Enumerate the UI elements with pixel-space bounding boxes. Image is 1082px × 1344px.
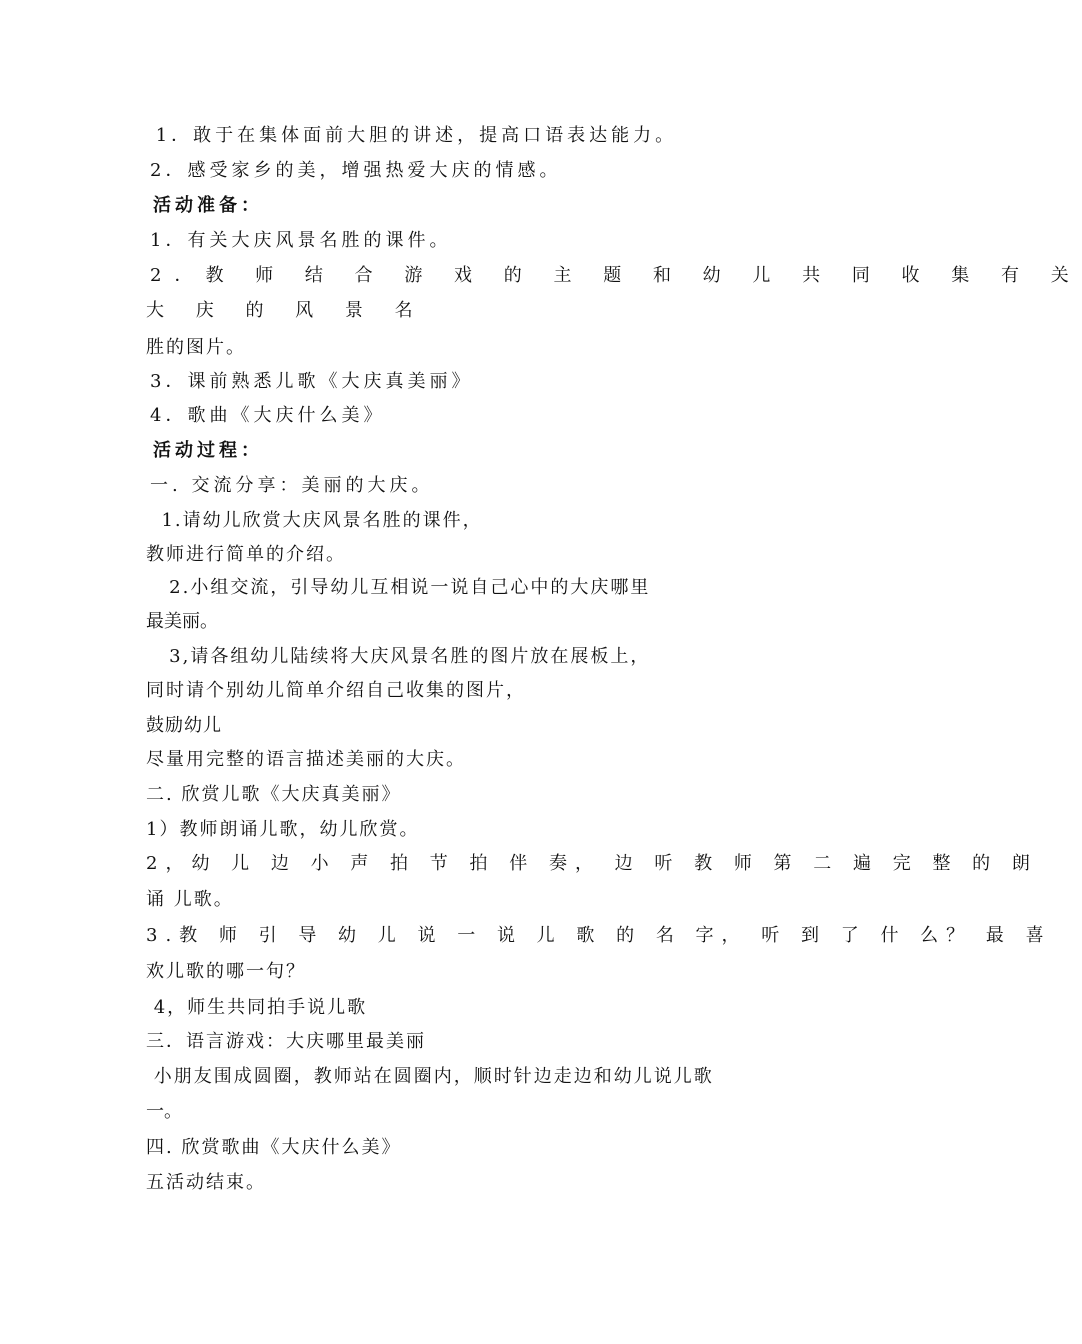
process-step-1-heading: 一. 交流分享：美丽的大庆。: [150, 475, 434, 496]
process-step-2-item-1: 1）教师朗诵儿歌，幼儿欣赏。: [146, 819, 420, 840]
process-step-1-item-1-line-2: 教师进行简单的介绍。: [146, 544, 346, 565]
process-step-4-heading: 四. 欣赏歌曲《大庆什么美》: [146, 1137, 402, 1158]
process-step-2-heading: 二. 欣赏儿歌《大庆真美丽》: [146, 784, 402, 805]
process-step-5-heading: 五活动结束。: [146, 1172, 266, 1193]
preparation-item-4: 4．歌曲《大庆什么美》: [150, 405, 386, 426]
process-step-3-text-line-1: 小朋友围成圆圈，教师站在圆圈内，顺时针边走边和幼儿说儿歌: [146, 1066, 714, 1087]
process-step-2-item-3-line-2: 欢儿歌的哪一句？: [146, 961, 306, 982]
preparation-item-2-line-2: 大 庆 的 风 景 名: [146, 300, 426, 321]
process-step-1-item-3-line-3: 鼓励幼儿: [146, 715, 222, 736]
section-heading-process: 活动过程：: [153, 440, 263, 461]
process-step-3-text-line-2: 一。: [146, 1101, 182, 1122]
process-step-1-item-1-line-1: 1.请幼儿欣赏大庆风景名胜的课件，: [146, 510, 483, 531]
process-step-1-item-3-line-1: 3,请各组幼儿陆续将大庆风景名胜的图片放在展板上，: [146, 646, 651, 667]
preparation-item-2-line-1: 2．教 师 结 合 游 戏 的 主 题 和 幼 儿 共 同 收 集 有 关: [150, 265, 1082, 286]
process-step-1-item-3-line-4: 尽量用完整的语言描述美丽的大庆。: [146, 749, 466, 770]
process-step-3-heading: 三．语言游戏：大庆哪里最美丽: [146, 1031, 426, 1052]
process-step-2-item-2-line-1: 2，幼 儿 边 小 声 拍 节 拍 伴 奏， 边 听 教 师 第 二 遍 完 整 的 朗: [146, 853, 1038, 874]
process-step-1-item-3-line-2: 同时请个别幼儿简单介绍自己收集的图片，: [146, 680, 526, 701]
process-step-1-item-2-line-2: 最美丽。: [146, 611, 218, 632]
preparation-item-1: 1．有关大庆风景名胜的课件。: [150, 230, 452, 251]
process-step-2-item-2-line-2: 诵 儿歌。: [146, 889, 234, 910]
goal-line-2: 2．感受家乡的美，增强热爱大庆的情感。: [150, 160, 562, 181]
preparation-item-2-line-3: 胜的图片。: [146, 337, 246, 358]
goal-line-1: 1．敢于在集体面前大胆的讲述，提高口语表达能力。: [146, 125, 678, 146]
preparation-item-3: 3．课前熟悉儿歌《大庆真美丽》: [150, 371, 474, 392]
process-step-2-item-4: 4，师生共同拍手说儿歌: [146, 997, 368, 1018]
process-step-1-item-2-line-1: 2.小组交流，引导幼儿互相说一说自己心中的大庆哪里: [146, 577, 651, 598]
section-heading-preparation: 活动准备：: [153, 195, 263, 216]
process-step-2-item-3-line-1: 3.教 师 引 导 幼 儿 说 一 说 儿 歌 的 名 字， 听 到 了 什 么？ 最 喜: [146, 925, 1052, 946]
